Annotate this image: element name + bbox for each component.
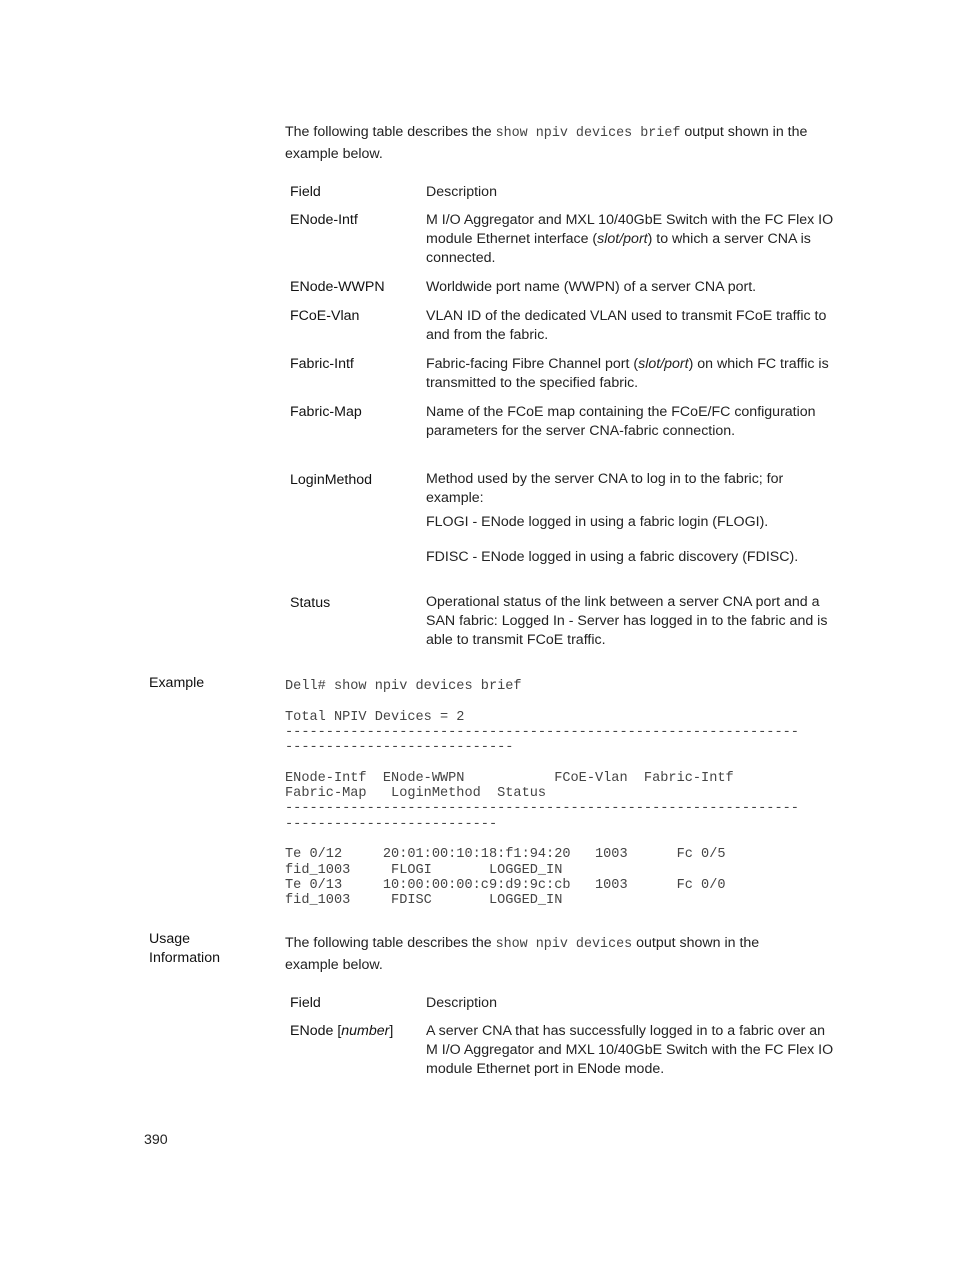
example-code-block: Dell# show npiv devices brief Total NPIV Devices = 2 --------------------------------------------------------------- ---------------------------- ENode-Intf ENode-WWPN FCoE-Vlan Fabric-Intf Fabric-Map LoginMethod Status --------------------------------------------------------------- -------------------------- Te 0/12 20:01:00:10:18:f1:94:20 1003 Fc 0/5 fid_1003 FLOGI LOGGED_IN Te 0/13 10:00:00:00:c9:d9:9c:cb 1003 Fc 0/0 fid_1003 FDISC LOGGED_IN: [285, 679, 799, 909]
field-description: Name of the FCoE map containing the FCoE/FC configuration parameters for the server CNA-fabric connection.: [426, 404, 816, 439]
command-inline: show npiv devices: [495, 937, 633, 952]
usage-paragraph: The following table describes the show npiv devices output shown in the example below.: [285, 935, 760, 973]
field-name: ENode-WWPN: [290, 279, 385, 295]
field-name: Fabric-Map: [290, 404, 362, 420]
intro-text-end: output shown in the example below.: [285, 124, 808, 162]
table-header-field: Field: [290, 184, 321, 200]
field-name: Fabric-Intf: [290, 356, 354, 372]
usage-information-label: Usage Information: [149, 931, 220, 966]
field-description: Fabric-facing Fibre Channel port (slot/port) on which FC traffic is transmitted to the specified fabric.: [426, 356, 829, 391]
page-number: 390: [144, 1132, 168, 1148]
command-inline: show npiv devices brief: [495, 126, 681, 141]
intro-text: The following table describes the: [285, 124, 496, 140]
field-description: A server CNA that has successfully logged in to a fabric over an M I/O Aggregator and MXL 10/40GbE Switch with the FC Flex IO module Ethernet port in ENode mode.: [426, 1023, 834, 1077]
field-description-fdisc: FDISC - ENode logged in using a fabric discovery (FDISC).: [426, 549, 799, 565]
field-description-flogi: FLOGI - ENode logged in using a fabric login (FLOGI).: [426, 514, 769, 530]
field-name: ENode-Intf: [290, 212, 358, 228]
table-header-description: Description: [426, 995, 497, 1011]
field-description: Operational status of the link between a server CNA port and a SAN fabric: Logged In - Server has logged in to the fabric and is able to transmit FCoE traffic.: [426, 594, 828, 648]
field-name: ENode [number]: [290, 1023, 394, 1039]
field-description: M I/O Aggregator and MXL 10/40GbE Switch with the FC Flex IO module Ethernet interface (slot/port) to which a server CNA is connected.: [426, 212, 834, 266]
intro-paragraph: [285, 122, 830, 164]
field-description: VLAN ID of the dedicated VLAN used to transmit FCoE traffic to and from the fabric.: [426, 308, 827, 343]
field-description: Method used by the server CNA to log in to the fabric; for example:: [426, 471, 784, 506]
table-header-field: Field: [290, 995, 321, 1011]
field-name: Status: [290, 595, 331, 611]
field-description: Worldwide port name (WWPN) of a server CNA port.: [426, 279, 757, 295]
example-label: Example: [149, 675, 205, 691]
field-name: LoginMethod: [290, 472, 373, 488]
field-name: FCoE-Vlan: [290, 308, 360, 324]
table-header-description: Description: [426, 184, 497, 200]
